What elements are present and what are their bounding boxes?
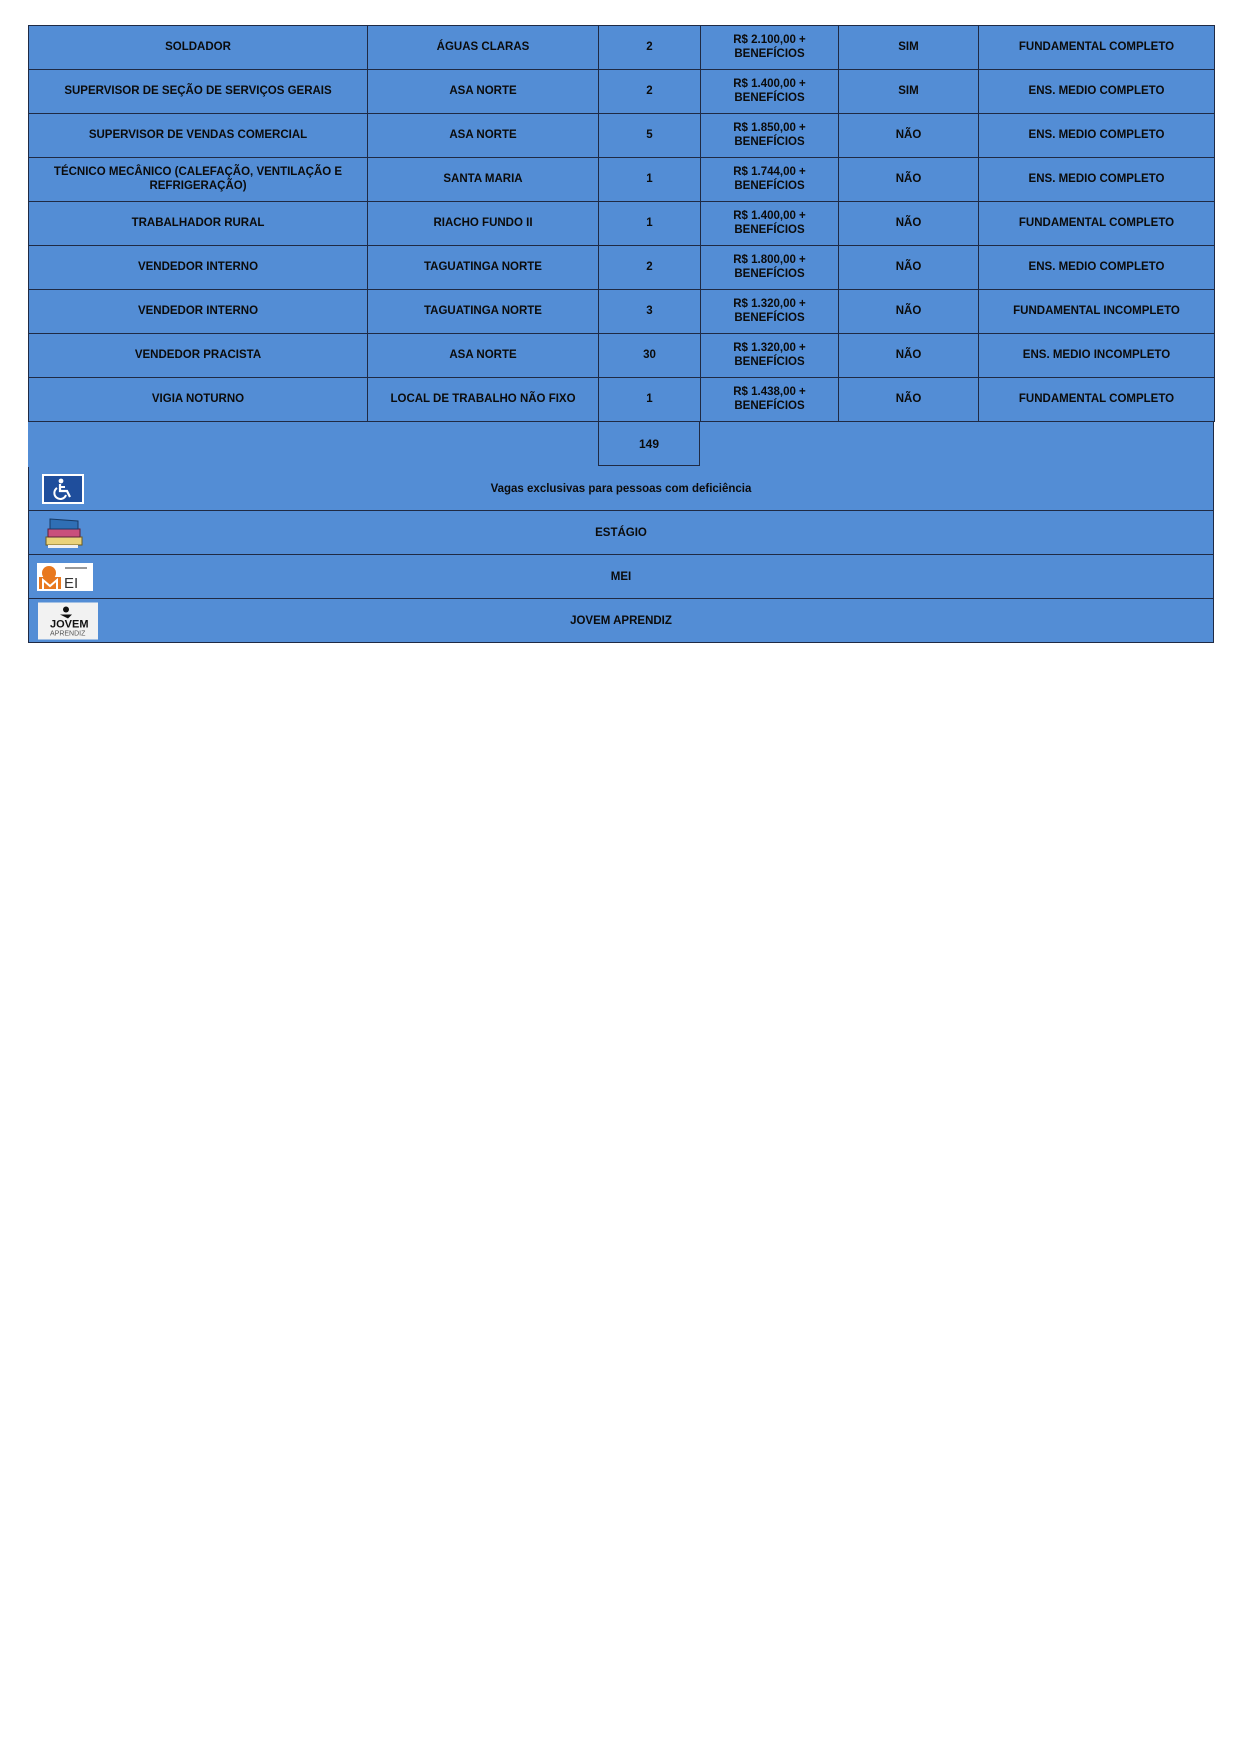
experiencia-cell: NÃO [839, 246, 979, 290]
salario-valor: R$ 1.744,00 + [733, 165, 806, 178]
vagas-cell: 3 [599, 290, 701, 334]
table-row [29, 334, 1215, 378]
total-row [28, 422, 1214, 467]
salario-beneficios: BENEFÍCIOS [734, 179, 805, 192]
cargo-cell: TRABALHADOR RURAL [29, 202, 368, 246]
legend-row-pcd [28, 467, 1214, 511]
legend-row-jovem-aprendiz [28, 599, 1214, 643]
experiencia-cell: NÃO [839, 378, 979, 422]
escolaridade-cell: ENS. MEDIO COMPLETO [979, 114, 1215, 158]
legend-label-estagio: ESTÁGIO [595, 526, 647, 539]
local-cell: ASA NORTE [368, 70, 599, 114]
salario-valor: R$ 1.320,00 + [733, 341, 806, 354]
salario-valor: R$ 1.400,00 + [733, 209, 806, 222]
cargo-cell: SUPERVISOR DE SEÇÃO DE SERVIÇOS GERAIS [29, 70, 368, 114]
mei-logo-icon [37, 563, 93, 591]
cargo-cell: VENDEDOR INTERNO [29, 246, 368, 290]
salario-cell [701, 246, 839, 290]
experiencia-cell: NÃO [839, 202, 979, 246]
cargo-cell: SOLDADOR [29, 26, 368, 70]
salario-cell [701, 290, 839, 334]
table-row [29, 158, 1215, 202]
escolaridade-cell: FUNDAMENTAL INCOMPLETO [979, 290, 1215, 334]
legend-label-mei: MEI [610, 570, 632, 583]
vagas-cell: 1 [599, 202, 701, 246]
legend-label-jovem-aprendiz: JOVEM APRENDIZ [570, 614, 672, 627]
salario-cell [701, 334, 839, 378]
table-row [29, 26, 1215, 70]
escolaridade-cell: ENS. MEDIO COMPLETO [979, 158, 1215, 202]
local-cell: ASA NORTE [368, 114, 599, 158]
salario-beneficios: BENEFÍCIOS [734, 355, 805, 368]
table-row [29, 70, 1215, 114]
experiencia-cell: SIM [839, 70, 979, 114]
vagas-cell: 2 [599, 246, 701, 290]
cargo-cell: TÉCNICO MECÂNICO (CALEFAÇÃO, VENTILAÇÃO E REFRIGERAÇÃO) [29, 158, 368, 202]
legend-label-pcd: Vagas exclusivas para pessoas com deficiência [490, 482, 752, 495]
escolaridade-cell: FUNDAMENTAL COMPLETO [979, 378, 1215, 422]
local-cell: RIACHO FUNDO II [368, 202, 599, 246]
vagas-cell: 5 [599, 114, 701, 158]
local-cell: LOCAL DE TRABALHO NÃO FIXO [368, 378, 599, 422]
escolaridade-cell: FUNDAMENTAL COMPLETO [979, 202, 1215, 246]
experiencia-cell: NÃO [839, 290, 979, 334]
experiencia-cell: NÃO [839, 158, 979, 202]
salario-valor: R$ 1.850,00 + [733, 121, 806, 134]
job-listing-page [28, 25, 1214, 643]
cargo-cell: SUPERVISOR DE VENDAS COMERCIAL [29, 114, 368, 158]
salario-cell [701, 114, 839, 158]
experiencia-cell: SIM [839, 26, 979, 70]
table-row [29, 290, 1215, 334]
table-row [29, 246, 1215, 290]
legend-row-mei [28, 555, 1214, 599]
local-cell: ÁGUAS CLARAS [368, 26, 599, 70]
escolaridade-cell: ENS. MEDIO INCOMPLETO [979, 334, 1215, 378]
local-cell: ASA NORTE [368, 334, 599, 378]
vagas-cell: 2 [599, 26, 701, 70]
table-row [29, 202, 1215, 246]
jovem-aprendiz-logo-icon [38, 602, 98, 639]
vagas-cell: 2 [599, 70, 701, 114]
experiencia-cell: NÃO [839, 334, 979, 378]
salario-beneficios: BENEFÍCIOS [734, 47, 805, 60]
salario-beneficios: BENEFÍCIOS [734, 223, 805, 236]
mei-logo-text: EI [64, 574, 79, 591]
vagas-cell: 1 [599, 378, 701, 422]
salario-cell [701, 378, 839, 422]
cargo-cell: VENDEDOR INTERNO [29, 290, 368, 334]
escolaridade-cell: FUNDAMENTAL COMPLETO [979, 26, 1215, 70]
table-row [29, 378, 1215, 422]
job-table [28, 25, 1215, 422]
salario-valor: R$ 1.800,00 + [733, 253, 806, 266]
jovem-logo-text: JOVEM [50, 618, 89, 630]
salario-beneficios: BENEFÍCIOS [734, 399, 805, 412]
local-cell: TAGUATINGA NORTE [368, 290, 599, 334]
salario-valor: R$ 1.320,00 + [733, 297, 806, 310]
job-table-body [29, 26, 1215, 422]
total-vagas: 149 [598, 422, 700, 466]
salario-cell [701, 26, 839, 70]
cargo-cell: VENDEDOR PRACISTA [29, 334, 368, 378]
salario-valor: R$ 1.400,00 + [733, 77, 806, 90]
vagas-cell: 1 [599, 158, 701, 202]
salario-beneficios: BENEFÍCIOS [734, 311, 805, 324]
escolaridade-cell: ENS. MEDIO COMPLETO [979, 70, 1215, 114]
salario-cell [701, 70, 839, 114]
wheelchair-icon [42, 474, 84, 504]
aprendiz-logo-text: APRENDIZ [50, 630, 86, 637]
local-cell: TAGUATINGA NORTE [368, 246, 599, 290]
local-cell: SANTA MARIA [368, 158, 599, 202]
salario-cell [701, 158, 839, 202]
legend-row-estagio [28, 511, 1214, 555]
table-row [29, 114, 1215, 158]
salario-valor: R$ 2.100,00 + [733, 33, 806, 46]
experiencia-cell: NÃO [839, 114, 979, 158]
salario-cell [701, 202, 839, 246]
salario-beneficios: BENEFÍCIOS [734, 267, 805, 280]
salario-beneficios: BENEFÍCIOS [734, 91, 805, 104]
escolaridade-cell: ENS. MEDIO COMPLETO [979, 246, 1215, 290]
salario-beneficios: BENEFÍCIOS [734, 135, 805, 148]
cargo-cell: VIGIA NOTURNO [29, 378, 368, 422]
books-icon [42, 515, 86, 551]
salario-valor: R$ 1.438,00 + [733, 385, 806, 398]
vagas-cell: 30 [599, 334, 701, 378]
